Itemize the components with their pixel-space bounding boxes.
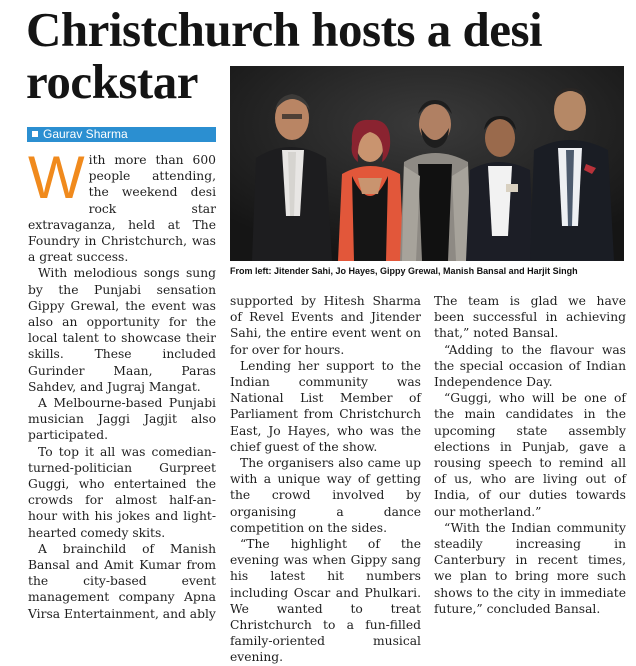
paragraph: To top it all was comedian-turned-politician Gurpreet Guggi, who entertained the crowds for almost half-an-hour with his jokes and light-hearted comedy skits. bbox=[28, 444, 216, 540]
column-3 bbox=[434, 293, 626, 617]
photo-caption: From left: Jitender Sahi, Jo Hayes, Gippy Grewal, Manish Bansal and Harjit Singh bbox=[230, 266, 578, 276]
column-2 bbox=[230, 293, 421, 666]
column-1 bbox=[28, 144, 216, 622]
paragraph: “With the Indian community steadily increasing in Canterbury in recent times, we plan to bring more such shows to the city in immediate future,” concluded Bansal. bbox=[434, 520, 626, 616]
paragraph: ith more than 600 people attending, the weekend desi rock star extravaganza, held at The Foundry in Christchurch, was a great success. bbox=[28, 153, 216, 265]
paragraph: supported by Hitesh Sharma of Revel Events and Jitender Sahi, the entire event went on for over for hours. bbox=[230, 294, 421, 357]
paragraph: “The highlight of the evening was when Gippy sang his latest hit numbers including Oscar and Phulkari. We wanted to treat Christchurch to a fun-filled family-oriented musical evening. bbox=[230, 537, 421, 665]
group-photo-image bbox=[230, 66, 624, 261]
paragraph: The organisers also came up with a unique way of getting the crowd involved by organising a dance competition on the sides. bbox=[230, 456, 421, 535]
paragraph: A brainchild of Manish Bansal and Amit Kumar from the city-based event management company Apna Virsa Entertainment, and ably bbox=[28, 541, 216, 621]
byline-name: Gaurav Sharma bbox=[43, 127, 128, 141]
paragraph: With melodious songs sung by the Punjabi sensation Gippy Grewal, the event was also an opportunity for the local talent to showcase their skills. These included Gurinder Maan, Paras Sahdev, and Jugraj Mangat. bbox=[28, 266, 216, 394]
headline-line-1: Christchurch hosts a desi bbox=[26, 2, 543, 57]
paragraph: A Melbourne-based Punjabi musician Jaggi Jagjit also participated. bbox=[28, 396, 216, 443]
paragraph: Lending her support to the Indian community was National List Member of Parliament from Christchurch East, Jo Hayes, who was the chief guest of the show. bbox=[230, 358, 421, 454]
headline-line-2: rockstar bbox=[26, 54, 198, 109]
article-photo bbox=[230, 66, 624, 261]
paragraph: “Adding to the flavour was the special occasion of Indian Independence Day. bbox=[434, 342, 626, 390]
paragraph: “Guggi, who will be one of the main candidates in the upcoming state assembly elections in Punjab, gave a rousing speech to remind all of us, who are living out of India, of our duties towards our motherland.” bbox=[434, 391, 626, 519]
paragraph: The team is glad we have been successful in achieving that,” noted Bansal. bbox=[434, 294, 626, 341]
drop-cap: W bbox=[28, 144, 85, 211]
byline bbox=[27, 127, 216, 142]
square-bullet-icon bbox=[32, 131, 38, 137]
